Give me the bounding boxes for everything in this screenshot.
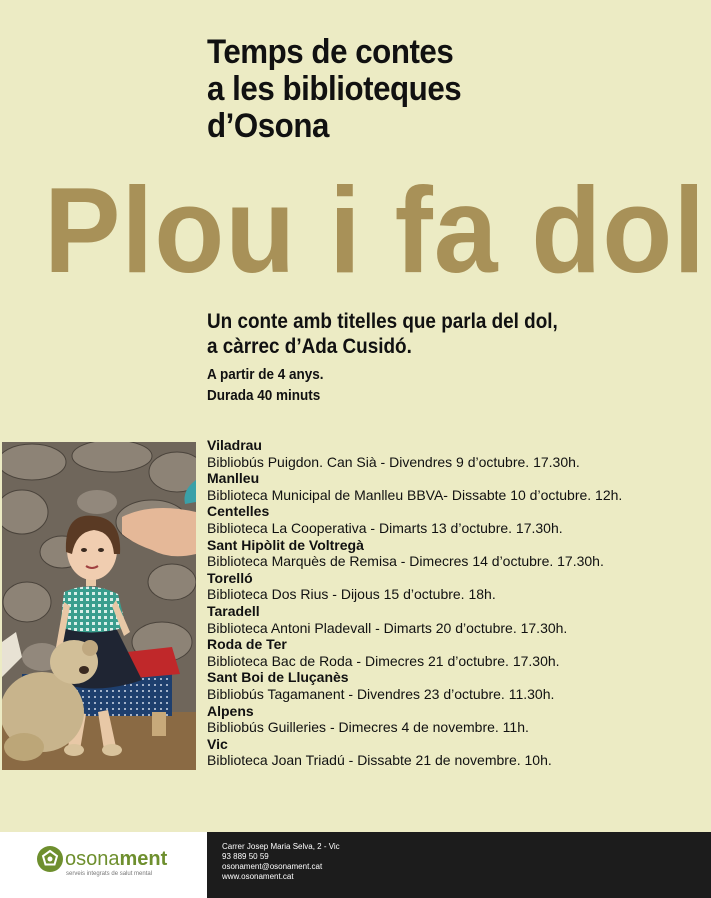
- schedule-item: [207, 636, 702, 669]
- series-title-line: a les biblioteques: [207, 70, 462, 108]
- schedule-detail: Bibliobús Tagamanent - Divendres 23 d’octubre. 11.30h.: [207, 685, 555, 702]
- osonament-logo: [36, 845, 168, 878]
- schedule-town: Alpens: [207, 702, 254, 719]
- schedule-town: Viladrau: [207, 437, 262, 453]
- logo-wordmark: [65, 848, 167, 870]
- event-meta: [207, 364, 324, 406]
- schedule-item: [207, 703, 702, 736]
- schedule-item: [207, 437, 702, 470]
- schedule-list: [207, 437, 702, 769]
- contact-panel: [207, 832, 711, 898]
- schedule-town: Manlleu: [207, 470, 260, 487]
- schedule-item: [207, 537, 702, 570]
- schedule-detail: Biblioteca Marquès de Remisa - Dimecres 14 d’octubre. 17.30h.: [207, 553, 604, 570]
- schedule-town: Taradell: [207, 602, 260, 619]
- logo-name-bold: ment: [119, 848, 168, 870]
- logo-name-light: osona: [65, 848, 120, 870]
- puppet-illustration: [2, 442, 196, 770]
- footer: [0, 832, 711, 898]
- age-note: A partir de 4 anys.: [207, 366, 324, 383]
- schedule-detail: Biblioteca Dos Rius - Dijous 15 d’octubre. 18h.: [207, 586, 496, 603]
- schedule-detail: Biblioteca Joan Triadú - Dissabte 21 de novembre. 10h.: [207, 752, 552, 769]
- schedule-town: Sant Hipòlit de Voltregà: [207, 536, 364, 553]
- schedule-detail: Biblioteca La Cooperativa - Dimarts 13 d’octubre. 17.30h.: [207, 519, 563, 536]
- schedule-detail: Bibliobús Guilleries - Dimecres 4 de novembre. 11h.: [207, 719, 529, 736]
- schedule-town: Centelles: [207, 503, 270, 520]
- address: Carrer Josep Maria Selva, 2 - Vic: [222, 842, 340, 851]
- contact-info: [222, 842, 340, 882]
- schedule-town: Vic: [207, 735, 228, 752]
- schedule-town: Roda de Ter: [207, 636, 287, 653]
- schedule-item: [207, 503, 702, 536]
- schedule-item: [207, 669, 702, 702]
- series-title: [207, 34, 461, 145]
- email-link[interactable]: osonament@osonament.cat: [222, 862, 323, 871]
- schedule-item: [207, 570, 702, 603]
- schedule-item: [207, 736, 702, 769]
- schedule-detail: Biblioteca Bac de Roda - Dimecres 21 d’octubre. 17.30h.: [207, 652, 560, 669]
- schedule-town: Torelló: [207, 569, 253, 586]
- schedule-detail: Bibliobús Puigdon. Can Sià - Divendres 9 d’octubre. 17.30h.: [207, 453, 580, 470]
- main-title: Plou i fa dol: [44, 162, 707, 298]
- schedule-item: [207, 470, 702, 503]
- series-title-line: Temps de contes: [207, 33, 454, 71]
- website-link[interactable]: www.osonament.cat: [222, 872, 294, 881]
- schedule-item: [207, 603, 702, 636]
- logo-tagline: serveis integrats de salut mental: [66, 871, 153, 877]
- series-title-line: d’Osona: [207, 107, 329, 145]
- schedule-detail: Biblioteca Antoni Pladevall - Dimarts 20 d’octubre. 17.30h.: [207, 619, 568, 636]
- duration-note: Durada 40 minuts: [207, 387, 321, 404]
- flower-icon: [36, 845, 64, 873]
- schedule-town: Sant Boi de Lluçanès: [207, 669, 349, 686]
- schedule-detail: Biblioteca Municipal de Manlleu BBVA- Dissabte 10 d’octubre. 12h.: [207, 486, 623, 503]
- subtitle-line: Un conte amb titelles que parla del dol,: [207, 310, 558, 333]
- phone: 93 889 50 59: [222, 852, 269, 861]
- subtitle: [207, 309, 558, 359]
- puppet-photo: [2, 442, 196, 770]
- subtitle-line: a càrrec d’Ada Cusidó.: [207, 335, 412, 358]
